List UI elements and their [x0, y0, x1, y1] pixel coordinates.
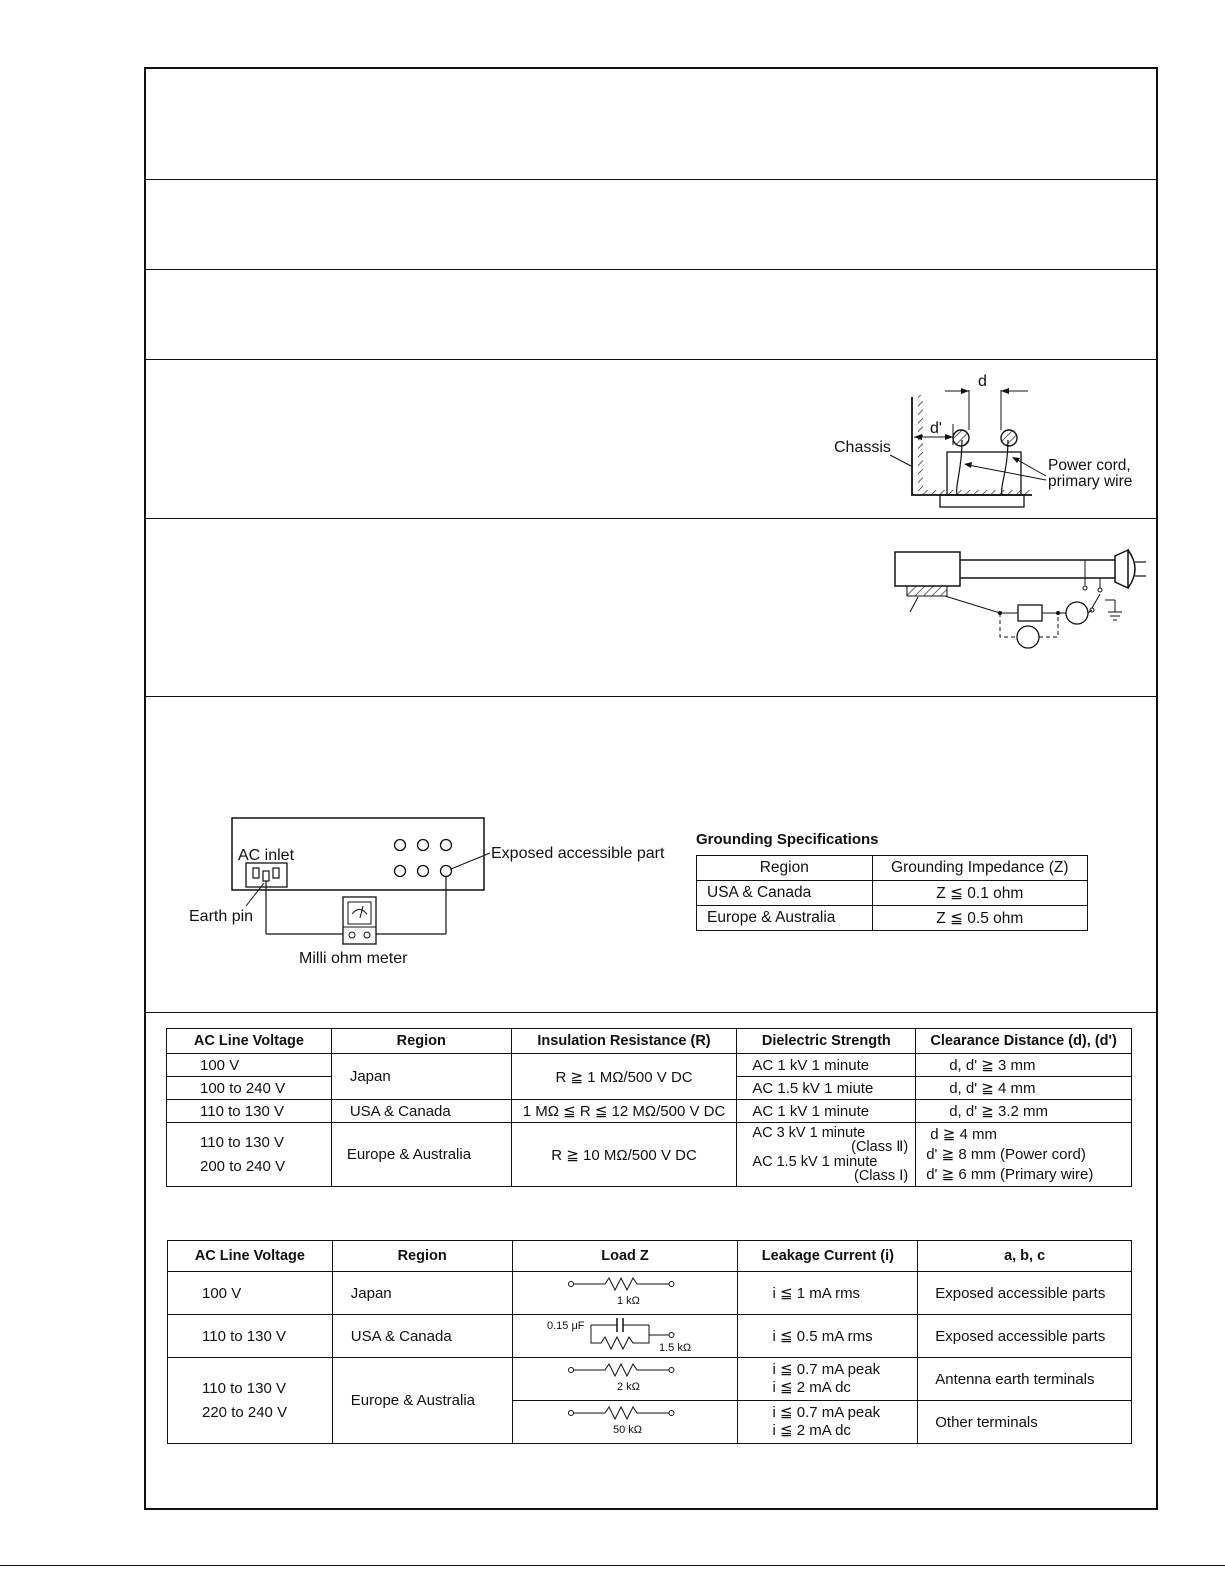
resistor-symbol: [565, 1360, 685, 1394]
clearance-cell: d, d' ≧ 3.2 mm: [916, 1100, 1132, 1123]
resistance-cell: R ≧ 1 MΩ/500 V DC: [511, 1054, 737, 1100]
insulation-header-region: Region: [331, 1029, 511, 1054]
table-row: [697, 881, 1088, 906]
chassis-label: Chassis: [834, 439, 891, 456]
insulation-header-clearance: Clearance Distance (d), (d'): [916, 1029, 1132, 1054]
table-row: [167, 1123, 1132, 1187]
insulation-table: [166, 1028, 1132, 1187]
region-cell: Europe & Australia: [331, 1123, 511, 1187]
grounding-figure: [185, 810, 685, 975]
voltage-cell: 110 to 130 V: [168, 1315, 333, 1358]
power-cord-label-2: primary wire: [1048, 473, 1133, 490]
voltage-line: 220 to 240 V: [202, 1403, 288, 1421]
leakage-table: [167, 1240, 1132, 1444]
parts-cell: Exposed accessible parts: [918, 1315, 1132, 1358]
parts-cell: Exposed accessible parts: [918, 1272, 1132, 1315]
d-label: d: [978, 373, 987, 390]
clearance-cell: d, d' ≧ 3 mm: [916, 1054, 1132, 1077]
voltage-cell: 100 V: [168, 1272, 333, 1315]
section-divider: [144, 359, 1158, 360]
d-prime-label: d': [930, 420, 942, 437]
grounding-impedance: Z ≦ 0.1 ohm: [872, 881, 1087, 906]
current-line: i ≦ 0.7 mA peak: [772, 1404, 881, 1421]
parts-cell: Antenna earth terminals: [918, 1358, 1132, 1401]
leakage-header-region: Region: [332, 1241, 512, 1272]
capacitor-value: 0.15 μF: [546, 1320, 585, 1332]
leakage-figure: [885, 540, 1150, 655]
current-cell: i ≦ 1 mA rms: [738, 1272, 918, 1315]
leakage-header-load: Load Z: [512, 1241, 738, 1272]
current-line: i ≦ 2 mA dc: [772, 1379, 851, 1396]
leakage-header-voltage: AC Line Voltage: [168, 1241, 333, 1272]
grounding-region: USA & Canada: [697, 881, 873, 906]
current-line: i ≦ 0.7 mA peak: [772, 1361, 881, 1378]
table-row: [168, 1272, 1132, 1315]
class-label: (Class Ⅰ): [853, 1168, 909, 1184]
section-divider: [144, 179, 1158, 180]
leakage-header-current: Leakage Current (i): [738, 1241, 918, 1272]
earth-pin-label: Earth pin: [189, 908, 254, 925]
grounding-region: Europe & Australia: [697, 906, 873, 931]
region-cell: USA & Canada: [331, 1100, 511, 1123]
ac-inlet-label: AC inlet: [238, 847, 295, 864]
table-row: [168, 1358, 1132, 1401]
region-cell: Japan: [331, 1054, 511, 1100]
resistance-cell: R ≧ 10 MΩ/500 V DC: [511, 1123, 737, 1187]
section-divider: [144, 1012, 1158, 1013]
grounding-header-impedance: Grounding Impedance (Z): [872, 856, 1087, 881]
rc-network-symbol: [543, 1315, 713, 1353]
clearance-figure: [820, 365, 1155, 515]
grounding-header-region: Region: [697, 856, 873, 881]
region-cell: Europe & Australia: [332, 1358, 512, 1444]
voltage-cell: 100 V: [167, 1054, 332, 1077]
table-row: [167, 1100, 1132, 1123]
table-row: [168, 1315, 1132, 1358]
section-divider: [144, 696, 1158, 697]
load-value: 1 kΩ: [617, 1295, 640, 1307]
load-value: 50 kΩ: [613, 1424, 643, 1436]
grounding-specs-title: Grounding Specifications: [696, 831, 879, 848]
region-cell: Japan: [332, 1272, 512, 1315]
voltage-line: 110 to 130 V: [200, 1133, 284, 1151]
voltage-cell: 110 to 130 V: [167, 1100, 332, 1123]
dielectric-cell: AC 1.5 kV 1 miute: [737, 1077, 916, 1100]
exposed-part-label: Exposed accessible part: [491, 845, 665, 862]
class-label: (Class Ⅱ): [851, 1139, 909, 1155]
insulation-header-resistance: Insulation Resistance (R): [511, 1029, 737, 1054]
resistance-cell: 1 MΩ ≦ R ≦ 12 MΩ/500 V DC: [511, 1100, 737, 1123]
table-row: [167, 1054, 1132, 1077]
dielectric-line: AC 1.5 kV 1 minute: [752, 1153, 878, 1170]
voltage-cell: 100 to 240 V: [167, 1077, 332, 1100]
clearance-line: d' ≧ 8 mm (Power cord): [926, 1145, 1086, 1163]
voltage-line: 200 to 240 V: [200, 1157, 286, 1175]
clearance-cell: d, d' ≧ 4 mm: [916, 1077, 1132, 1100]
current-cell: i ≦ 0.5 mA rms: [738, 1315, 918, 1358]
section-divider: [144, 518, 1158, 519]
grounding-impedance: Z ≦ 0.5 ohm: [872, 906, 1087, 931]
parts-cell: Other terminals: [918, 1401, 1132, 1444]
clearance-line: d' ≧ 6 mm (Primary wire): [926, 1165, 1094, 1183]
dielectric-cell: AC 1 kV 1 minute: [737, 1054, 916, 1077]
leakage-header-parts: a, b, c: [918, 1241, 1132, 1272]
voltage-line: 110 to 130 V: [202, 1379, 286, 1397]
table-row: [697, 906, 1088, 931]
insulation-header-dielectric: Dielectric Strength: [737, 1029, 916, 1054]
meter-label: Milli ohm meter: [299, 950, 408, 967]
dielectric-cell: AC 1 kV 1 minute: [737, 1100, 916, 1123]
insulation-header-voltage: AC Line Voltage: [167, 1029, 332, 1054]
load-value: 2 kΩ: [617, 1381, 640, 1393]
current-line: i ≦ 2 mA dc: [772, 1422, 851, 1439]
page-bottom-rule: [0, 1565, 1225, 1566]
dielectric-line: AC 3 kV 1 minute: [752, 1124, 866, 1141]
region-cell: USA & Canada: [332, 1315, 512, 1358]
section-divider: [144, 269, 1158, 270]
resistor-symbol: [565, 1403, 685, 1437]
grounding-specs-table: [696, 855, 1088, 931]
power-cord-label-1: Power cord,: [1048, 457, 1131, 474]
load-value: 1.5 kΩ: [658, 1342, 691, 1353]
resistor-symbol: [565, 1274, 685, 1308]
clearance-line: d ≧ 4 mm: [930, 1125, 997, 1143]
